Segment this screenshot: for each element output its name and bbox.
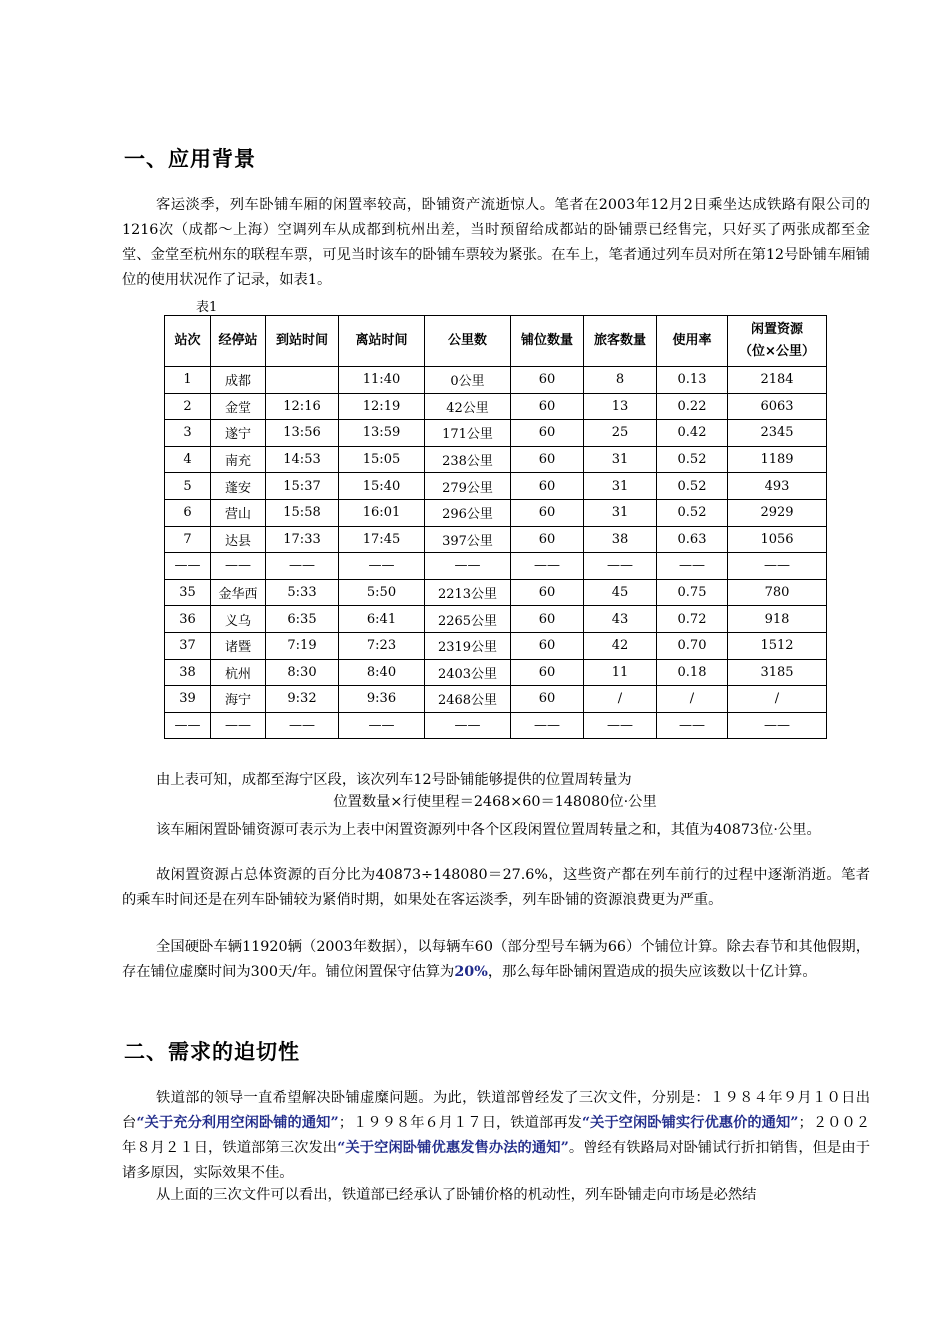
table-cell: —— <box>425 553 511 580</box>
table-cell: 60 <box>511 499 584 526</box>
table-cell: 279公里 <box>425 473 511 500</box>
urgency-paragraph-1: 铁道部的领导一直希望解决卧铺虚糜问题。为此，铁道部曾经发了三次文件，分别是：１９８４年９月１０日出台“关于充分利用空闲卧铺的通知”；１９９８年６月１７日，铁道部再发“关于空闲卧铺实行优惠价的通知”；２００２年８月２１日，铁道部第三次发出“关于空闲卧铺优惠发售办法的通知”。曾经有铁路局对卧铺试行折扣销售，但是由于诸多原因，实际效果不佳。 <box>122 1090 871 1181</box>
table-cell: / <box>657 686 728 713</box>
table-cell: 60 <box>511 473 584 500</box>
table-cell: 13:56 <box>266 420 339 447</box>
table-cell: —— <box>425 712 511 739</box>
table-cell: —— <box>728 712 827 739</box>
document-title-1: “关于充分利用空闲卧铺的通知” <box>136 1115 339 1131</box>
table-cell: 2213公里 <box>425 579 511 606</box>
table-row <box>165 446 827 473</box>
table-cell: 60 <box>511 659 584 686</box>
table-cell: 13:59 <box>339 420 425 447</box>
table-cell: 45 <box>584 579 657 606</box>
table-cell: 1056 <box>728 526 827 553</box>
berth-usage-table <box>164 315 827 739</box>
section-heading-urgency: 二、需求的迫切性 <box>124 1040 300 1064</box>
table-cell: 义乌 <box>211 606 266 633</box>
table-cell: 2265公里 <box>425 606 511 633</box>
table-cell: 6:35 <box>266 606 339 633</box>
table-cell: 成都 <box>211 367 266 394</box>
background-paragraph: 客运淡季，列车卧铺车厢的闲置率较高，卧铺资产流逝惊人。笔者在2003年12月2日乘坐达成铁路有限公司的1216次（成都～上海）空调列车从成都到杭州出差，当时预留给成都站的卧铺票已经售完，只好买了两张成都至金堂、金堂至杭州东的联程车票，可见当时该车的卧铺车票较为紧张。在车上，笔者通过列车员对所在第12号卧铺车厢铺位的使用状况作了记录，如表1。 <box>122 197 870 288</box>
table-cell: 6063 <box>728 393 827 420</box>
table-cell: 60 <box>511 632 584 659</box>
table-cell: 0.18 <box>657 659 728 686</box>
header-departure: 离站时间 <box>339 316 425 367</box>
table-cell: 238公里 <box>425 446 511 473</box>
table-row <box>165 473 827 500</box>
table-cell: 2929 <box>728 499 827 526</box>
table-cell <box>266 367 339 394</box>
table-cell: 金堂 <box>211 393 266 420</box>
header-distance: 公里数 <box>425 316 511 367</box>
table-cell: / <box>728 686 827 713</box>
body-paragraph-2: 该车厢闲置卧铺资源可表示为上表中闲置资源列中各个区段闲置位置周转量之和，其值为40873位·公里。 <box>156 822 821 838</box>
table-cell: 296公里 <box>425 499 511 526</box>
table-cell: 0.75 <box>657 579 728 606</box>
table-cell: 11:40 <box>339 367 425 394</box>
table-cell: 金华西 <box>211 579 266 606</box>
table-cell: —— <box>266 553 339 580</box>
table-cell: 60 <box>511 420 584 447</box>
table-cell: 0.52 <box>657 499 728 526</box>
table-cell: 0.63 <box>657 526 728 553</box>
table-cell: 60 <box>511 526 584 553</box>
table-row <box>165 579 827 606</box>
table-cell: 3185 <box>728 659 827 686</box>
table-cell: 0.22 <box>657 393 728 420</box>
table-cell: 3 <box>165 420 211 447</box>
table-cell: 1512 <box>728 632 827 659</box>
table-cell: 7:19 <box>266 632 339 659</box>
table-cell: 171公里 <box>425 420 511 447</box>
table-caption: 表1 <box>196 300 218 315</box>
table-cell: 诸暨 <box>211 632 266 659</box>
table-cell: 13 <box>584 393 657 420</box>
table-cell: 1189 <box>728 446 827 473</box>
table-cell: 60 <box>511 367 584 394</box>
table-cell: 9:32 <box>266 686 339 713</box>
table-cell: —— <box>657 712 728 739</box>
table-cell: 0公里 <box>425 367 511 394</box>
table-cell: —— <box>211 553 266 580</box>
table-cell: 6 <box>165 499 211 526</box>
table-cell: —— <box>657 553 728 580</box>
table-cell: 7 <box>165 526 211 553</box>
section-heading-background: 一、应用背景 <box>124 147 256 171</box>
table-cell: 35 <box>165 579 211 606</box>
table-row <box>165 526 827 553</box>
table-cell: 8 <box>584 367 657 394</box>
table-cell: 11 <box>584 659 657 686</box>
header-arrival: 到站时间 <box>266 316 339 367</box>
table-cell: 0.72 <box>657 606 728 633</box>
table-cell: 12:19 <box>339 393 425 420</box>
table-cell: 39 <box>165 686 211 713</box>
table-row <box>165 393 827 420</box>
header-berths: 铺位数量 <box>511 316 584 367</box>
body-paragraph-1: 由上表可知，成都至海宁区段，该次列车12号卧铺能够提供的位置周转量为 <box>156 772 632 788</box>
document-title-3: “关于空闲卧铺优惠发售办法的通知” <box>337 1140 569 1156</box>
table-cell: 37 <box>165 632 211 659</box>
table-cell: 42 <box>584 632 657 659</box>
table-cell: 31 <box>584 473 657 500</box>
formula-line: 位置数量×行使里程＝2468×60＝148080位·公里 <box>333 794 657 810</box>
table-cell: 38 <box>165 659 211 686</box>
table-cell: 0.42 <box>657 420 728 447</box>
table-cell: —— <box>165 553 211 580</box>
table-cell: 918 <box>728 606 827 633</box>
table-cell: 8:30 <box>266 659 339 686</box>
table-cell: —— <box>511 553 584 580</box>
table-cell: —— <box>339 553 425 580</box>
table-cell: 25 <box>584 420 657 447</box>
table-row <box>165 499 827 526</box>
table-cell: —— <box>584 712 657 739</box>
table-cell: 达县 <box>211 526 266 553</box>
table-cell: 15:37 <box>266 473 339 500</box>
table-cell: 780 <box>728 579 827 606</box>
table-row <box>165 420 827 447</box>
header-station-no: 站次 <box>165 316 211 367</box>
header-usage-rate: 使用率 <box>657 316 728 367</box>
table-cell: 2319公里 <box>425 632 511 659</box>
table-cell: 31 <box>584 446 657 473</box>
table-cell: 16:01 <box>339 499 425 526</box>
table-cell: 0.52 <box>657 473 728 500</box>
table-cell: 0.52 <box>657 446 728 473</box>
table-cell: 17:45 <box>339 526 425 553</box>
table-cell: 15:05 <box>339 446 425 473</box>
table-cell: 42公里 <box>425 393 511 420</box>
table-cell: 1 <box>165 367 211 394</box>
table-cell: 397公里 <box>425 526 511 553</box>
table-cell: 60 <box>511 606 584 633</box>
table-cell: 493 <box>728 473 827 500</box>
table-header-row <box>165 316 827 367</box>
table-cell: 4 <box>165 446 211 473</box>
urgency-paragraph-2: 从上面的三次文件可以看出，铁道部已经承认了卧铺价格的机动性，列车卧铺走向市场是必然结 <box>156 1187 757 1203</box>
table-cell: 2 <box>165 393 211 420</box>
table-cell: 5 <box>165 473 211 500</box>
table-cell: 60 <box>511 393 584 420</box>
table-cell: 海宁 <box>211 686 266 713</box>
table-row <box>165 712 827 739</box>
header-passengers: 旅客数量 <box>584 316 657 367</box>
table-cell: —— <box>211 712 266 739</box>
table-cell: —— <box>165 712 211 739</box>
table-row <box>165 632 827 659</box>
table-row <box>165 367 827 394</box>
table-cell: 5:50 <box>339 579 425 606</box>
table-cell: 蓬安 <box>211 473 266 500</box>
table-cell: 60 <box>511 579 584 606</box>
table-cell: 遂宁 <box>211 420 266 447</box>
table-cell: 6:41 <box>339 606 425 633</box>
table-cell: 2403公里 <box>425 659 511 686</box>
table-cell: 17:33 <box>266 526 339 553</box>
table-cell: 15:58 <box>266 499 339 526</box>
table-cell: —— <box>584 553 657 580</box>
table-cell: 12:16 <box>266 393 339 420</box>
header-idle-resource: 闲置资源 （位×公里） <box>728 316 827 367</box>
document-title-2: “关于空闲卧铺实行优惠价的通知” <box>581 1115 799 1131</box>
table-cell: 5:33 <box>266 579 339 606</box>
table-cell: 南充 <box>211 446 266 473</box>
table-cell: 0.13 <box>657 367 728 394</box>
table-cell: 杭州 <box>211 659 266 686</box>
highlight-percent: 20% <box>454 964 488 980</box>
table-row <box>165 686 827 713</box>
table-body <box>165 367 827 739</box>
table-cell: 60 <box>511 446 584 473</box>
table-cell: 38 <box>584 526 657 553</box>
table-cell: 60 <box>511 686 584 713</box>
table-cell: —— <box>511 712 584 739</box>
table-cell: 43 <box>584 606 657 633</box>
table-cell: —— <box>339 712 425 739</box>
table-cell: 2345 <box>728 420 827 447</box>
table-cell: 9:36 <box>339 686 425 713</box>
table-row <box>165 606 827 633</box>
table-cell: 营山 <box>211 499 266 526</box>
table-cell: / <box>584 686 657 713</box>
table-cell: 14:53 <box>266 446 339 473</box>
table-cell: 2468公里 <box>425 686 511 713</box>
table-cell: —— <box>728 553 827 580</box>
table-cell: —— <box>266 712 339 739</box>
table-cell: 2184 <box>728 367 827 394</box>
table-cell: 8:40 <box>339 659 425 686</box>
table-cell: 7:23 <box>339 632 425 659</box>
table-cell: 15:40 <box>339 473 425 500</box>
table-cell: 31 <box>584 499 657 526</box>
body-paragraph-4: 全国硬卧车辆11920辆（2003年数据），以每辆车60（部分型号车辆为66）个铺位计算。除去春节和其他假期，存在铺位虚糜时间为300天/年。铺位闲置保守估算为20%，那么每年卧铺闲置造成的损失应该数以十亿计算。 <box>122 939 870 980</box>
table-row <box>165 659 827 686</box>
table-cell: 36 <box>165 606 211 633</box>
header-station: 经停站 <box>211 316 266 367</box>
table-cell: 0.70 <box>657 632 728 659</box>
table-row <box>165 553 827 580</box>
body-paragraph-3: 故闲置资源占总体资源的百分比为40873÷148080＝27.6%，这些资产都在列车前行的过程中逐渐消逝。笔者的乘车时间还是在列车卧铺较为紧俏时期，如果处在客运淡季，列车卧铺的资源浪费更为严重。 <box>122 867 870 908</box>
